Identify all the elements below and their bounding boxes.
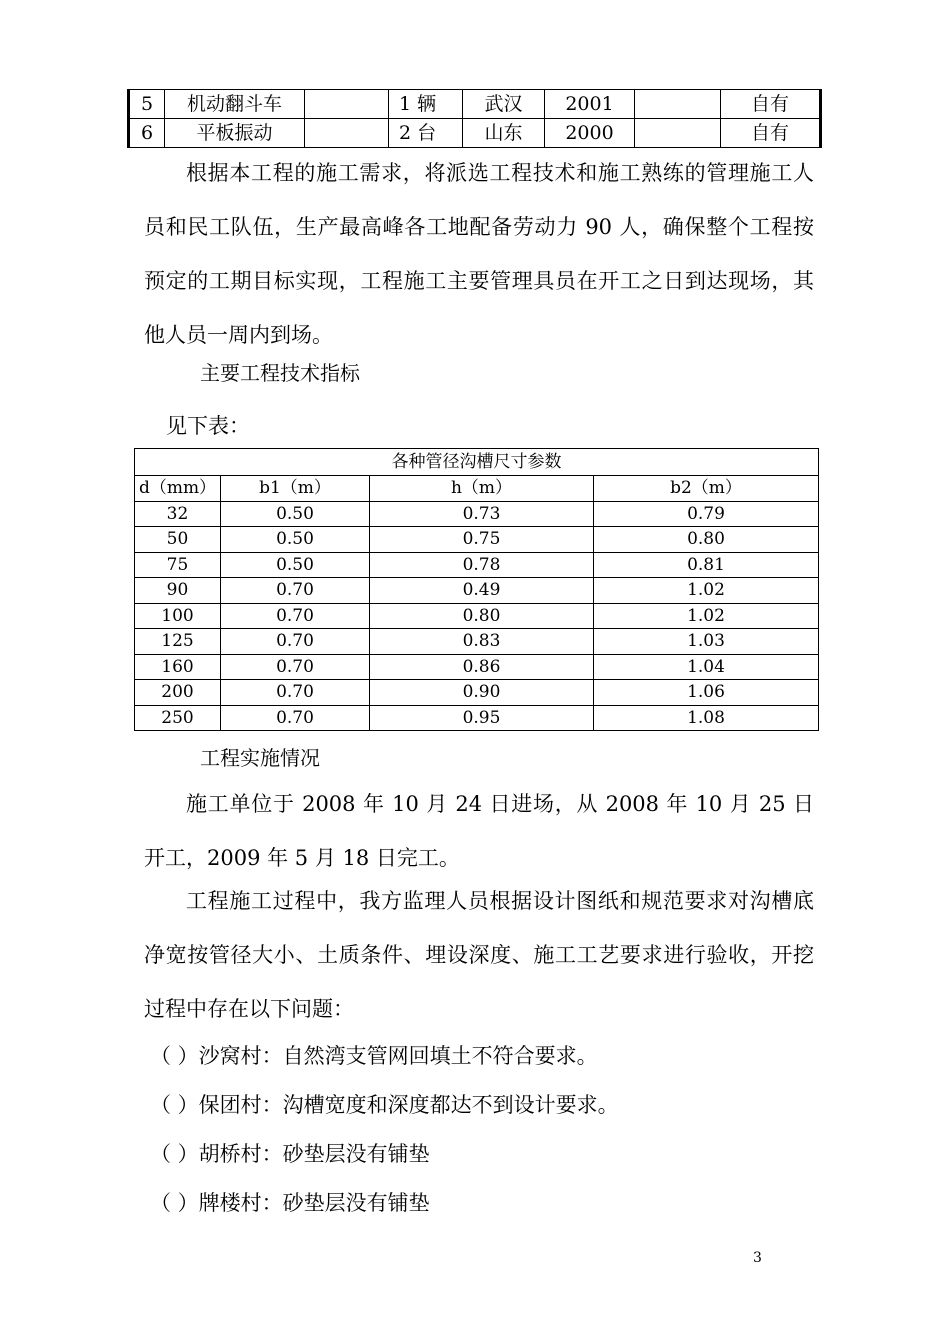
equipment-name: 机动翻斗车 (165, 90, 305, 119)
equipment-year: 2000 (545, 119, 635, 148)
heading-implementation: 工程实施情况 (200, 746, 320, 770)
table-row (135, 629, 819, 655)
paragraph-dates: 施工单位于 2008 年 10 月 24 日进场，从 2008 年 10 月 25 日开工，2009 年 5 月 18 日完工。 (144, 792, 814, 870)
table-header-row (135, 476, 819, 502)
issue-item: （ ）沙窝村：自然湾支管网回填土不符合要求。 (150, 1044, 598, 1068)
equipment-origin: 武汉 (463, 90, 545, 119)
equipment-ownership: 自有 (721, 119, 821, 148)
table-cell: 200 (135, 680, 221, 706)
heading-indicators: 主要工程技术指标 (200, 361, 360, 385)
table-row (135, 680, 819, 706)
table-row (135, 527, 819, 553)
equipment-power (635, 90, 721, 119)
table-cell: 0.80 (594, 527, 819, 553)
column-header: b1（m） (221, 476, 370, 502)
table-row (135, 501, 819, 527)
column-header: b2（m） (594, 476, 819, 502)
equipment-year: 2001 (545, 90, 635, 119)
table-cell: 1.08 (594, 705, 819, 731)
column-header: d（mm） (135, 476, 221, 502)
table-cell: 0.70 (221, 603, 370, 629)
table-cell: 0.78 (370, 552, 594, 578)
issue-item: （ ）胡桥村：砂垫层没有铺垫 (150, 1142, 430, 1166)
table-caption-row (135, 449, 819, 476)
table-cell: 160 (135, 654, 221, 680)
table-row (135, 578, 819, 604)
table-cell: 32 (135, 501, 221, 527)
table-cell: 0.70 (221, 578, 370, 604)
table-caption: 各种管径沟槽尺寸参数 (135, 449, 819, 476)
table-cell: 1.02 (594, 603, 819, 629)
table-cell: 0.70 (221, 654, 370, 680)
table-cell: 250 (135, 705, 221, 731)
table-cell: 0.70 (221, 705, 370, 731)
equipment-ownership: 自有 (721, 90, 821, 119)
equipment-model (305, 119, 389, 148)
paragraph-supervision: 工程施工过程中，我方监理人员根据设计图纸和规范要求对沟槽底净宽按管径大小、土质条件、埋设深度、施工工艺要求进行验收，开挖过程中存在以下问题： (144, 889, 814, 1021)
table-cell: 0.50 (221, 501, 370, 527)
table-cell: 0.81 (594, 552, 819, 578)
table-cell: 0.75 (370, 527, 594, 553)
issue-item: （ ）牌楼村：砂垫层没有铺垫 (150, 1191, 430, 1215)
issue-item: （ ）保团村：沟槽宽度和深度都达不到设计要求。 (150, 1093, 619, 1117)
table-row (135, 552, 819, 578)
equipment-name: 平板振动 (165, 119, 305, 148)
table-cell: 0.50 (221, 527, 370, 553)
table-cell: 0.90 (370, 680, 594, 706)
table-cell: 1.06 (594, 680, 819, 706)
equipment-power (635, 119, 721, 148)
equipment-no: 6 (129, 119, 165, 148)
table-cell: 0.70 (221, 680, 370, 706)
paragraph-labor: 根据本工程的施工需求，将派选工程技术和施工熟练的管理施工人员和民工队伍，生产最高峰各工地配备劳动力 90 人，确保整个工程按预定的工期目标实现，工程施工主要管理具员在开工之日到达现场，其他人员一周内到场。 (144, 161, 814, 347)
table-cell: 0.50 (221, 552, 370, 578)
column-header: h（m） (370, 476, 594, 502)
pipe-trench-parameter-table (134, 448, 819, 731)
equipment-qty: 2 台 (389, 119, 463, 148)
table-row (129, 90, 821, 119)
see-below-text: 见下表： (166, 414, 250, 438)
table-cell: 0.49 (370, 578, 594, 604)
table-cell: 100 (135, 603, 221, 629)
table-cell: 1.03 (594, 629, 819, 655)
page-number: 3 (753, 1250, 762, 1266)
equipment-table (127, 89, 822, 148)
table-cell: 1.04 (594, 654, 819, 680)
table-cell: 0.83 (370, 629, 594, 655)
table-cell: 0.73 (370, 501, 594, 527)
table-cell: 75 (135, 552, 221, 578)
equipment-no: 5 (129, 90, 165, 119)
table-row (135, 705, 819, 731)
equipment-origin: 山东 (463, 119, 545, 148)
table-cell: 0.95 (370, 705, 594, 731)
table-row (135, 603, 819, 629)
equipment-qty: 1 辆 (389, 90, 463, 119)
table-cell: 0.79 (594, 501, 819, 527)
table-row (129, 119, 821, 148)
table-cell: 1.02 (594, 578, 819, 604)
table-cell: 0.80 (370, 603, 594, 629)
table-cell: 50 (135, 527, 221, 553)
table-cell: 0.86 (370, 654, 594, 680)
table-cell: 125 (135, 629, 221, 655)
table-cell: 0.70 (221, 629, 370, 655)
table-cell: 90 (135, 578, 221, 604)
table-row (135, 654, 819, 680)
equipment-model (305, 90, 389, 119)
